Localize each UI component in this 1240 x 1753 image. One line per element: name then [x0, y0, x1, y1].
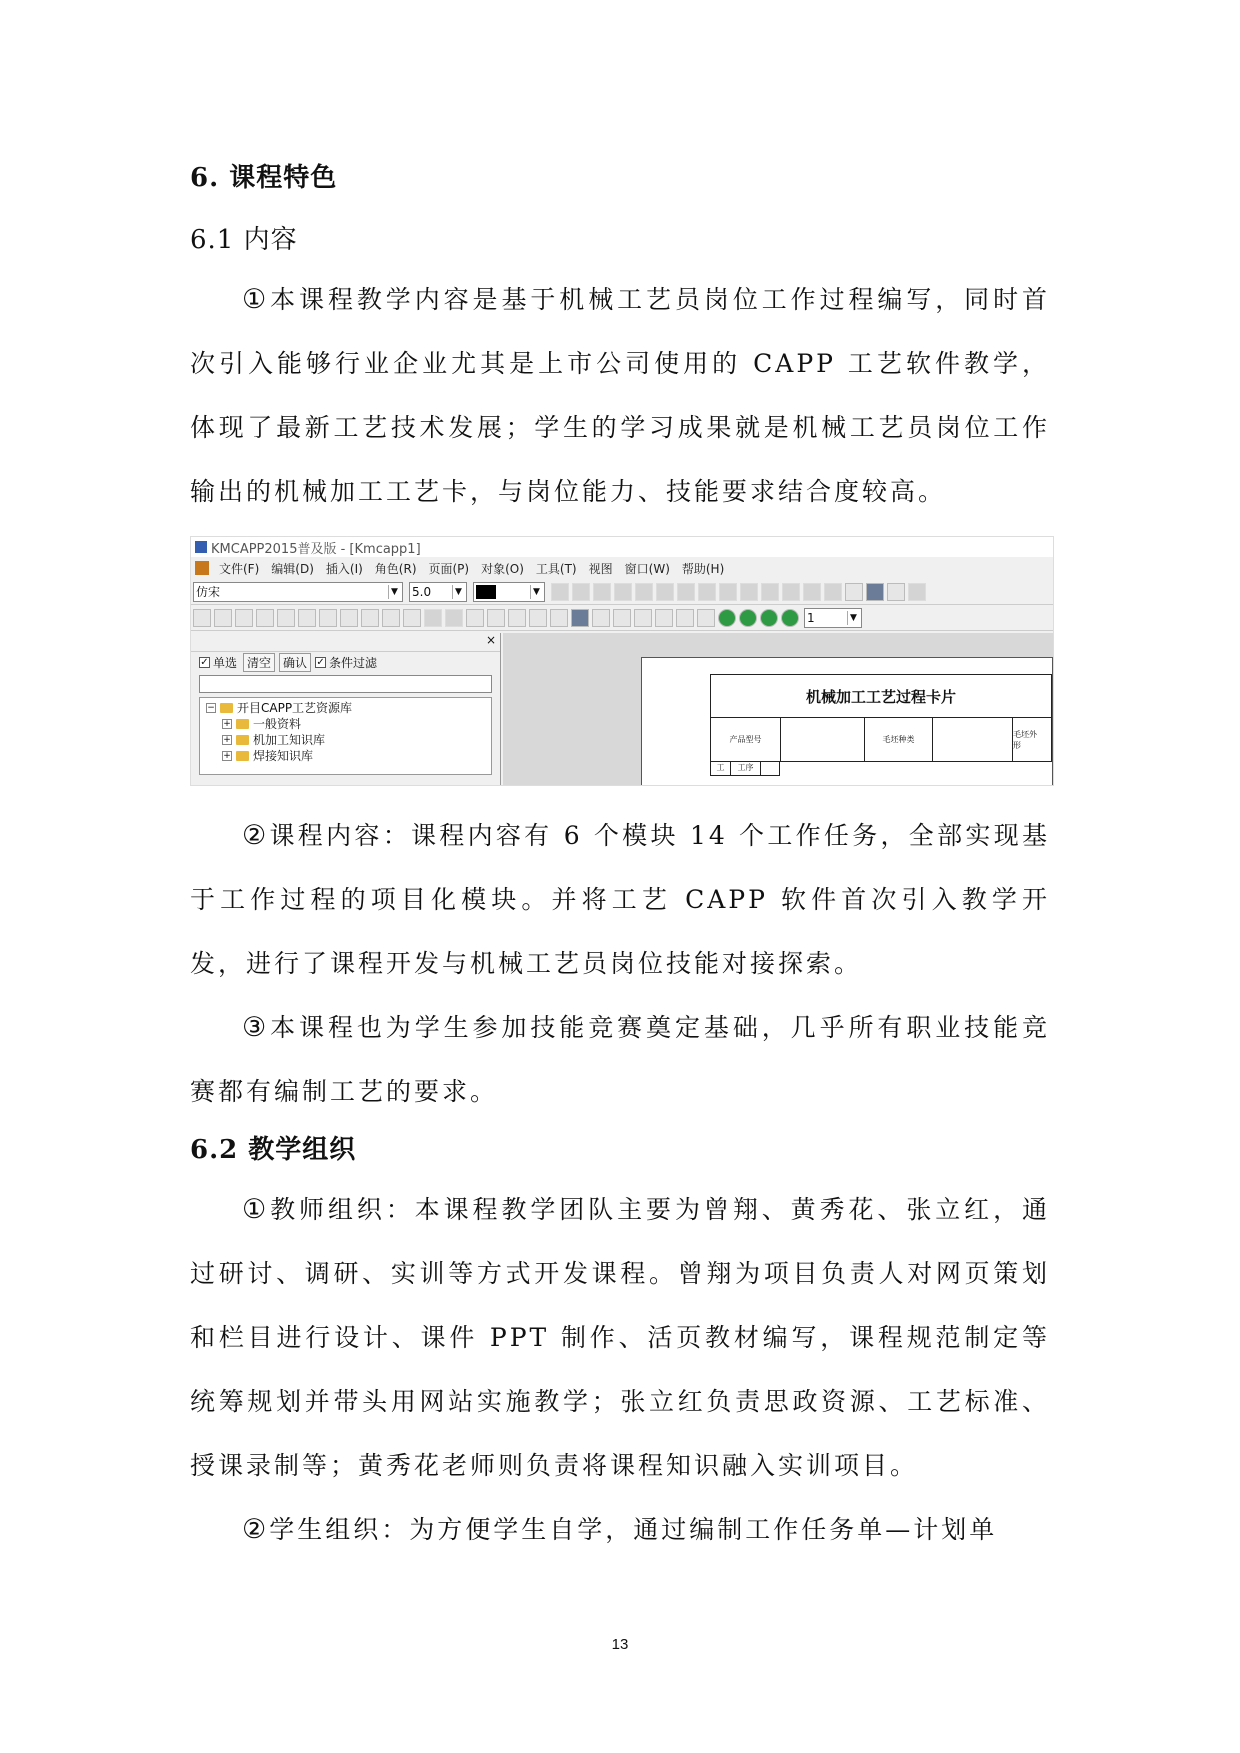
paragraph-3 — [190, 996, 1050, 1124]
save-all-icon[interactable] — [277, 609, 295, 627]
clear-button[interactable]: 清空 — [243, 653, 275, 672]
save-icon[interactable] — [256, 609, 274, 627]
last-page-icon[interactable] — [781, 609, 799, 627]
zoom-in-icon[interactable] — [487, 609, 505, 627]
align-center-icon[interactable] — [572, 583, 590, 601]
chevron-down-icon: ▼ — [388, 585, 400, 599]
tree-item-label: 焊接知识库 — [253, 749, 314, 763]
paragraph-text: 学生组织：为方便学生自学，通过编制工作任务单—计划单 — [269, 1515, 998, 1544]
expand-icon[interactable]: + — [223, 751, 231, 761]
card-title: 机械加工工艺过程卡片 — [710, 674, 1052, 718]
superscript-icon[interactable] — [782, 583, 800, 601]
split-icon[interactable] — [698, 583, 716, 601]
subscript-icon[interactable] — [803, 583, 821, 601]
tree-item-welding[interactable] — [206, 748, 485, 764]
zoom-icon[interactable] — [466, 609, 484, 627]
paragraph-marker: ② — [242, 820, 270, 851]
paragraph-1 — [190, 268, 1050, 524]
paragraph-marker: ① — [242, 284, 270, 315]
grid-icon[interactable] — [655, 609, 673, 627]
capp-software-screenshot — [190, 536, 1054, 786]
fit-icon[interactable] — [529, 609, 547, 627]
paste-icon[interactable] — [403, 609, 421, 627]
tree-item-label: 机加工知识库 — [253, 733, 326, 747]
section-heading: 6. 课程特色 — [190, 163, 338, 193]
page-icon[interactable] — [761, 583, 779, 601]
paragraph-marker: ① — [242, 1194, 270, 1225]
confirm-button[interactable]: 确认 — [279, 653, 311, 672]
chevron-down-icon: ▼ — [847, 611, 859, 625]
font-name-select[interactable]: 仿宋 ▼ — [193, 582, 403, 602]
resource-panel — [191, 633, 501, 786]
page-number: 13 — [611, 1636, 629, 1653]
card-field-blank-shape: 毛坯外形 — [1013, 729, 1037, 750]
tree-item-machining[interactable] — [206, 732, 485, 748]
menu-bar — [191, 557, 1053, 579]
subsection-heading-content: 6.1 内容 — [190, 225, 298, 255]
paragraph-marker: ③ — [242, 1012, 270, 1043]
filter-input[interactable] — [199, 675, 492, 693]
tree-root-label: 开目CAPP工艺资源库 — [237, 701, 353, 715]
zoom-out-icon[interactable] — [508, 609, 526, 627]
editor-canvas[interactable] — [503, 633, 1053, 786]
paragraph-marker: ② — [242, 1514, 270, 1545]
menu-item-page[interactable]: 页面(P) — [428, 561, 470, 576]
picture-icon[interactable] — [550, 609, 568, 627]
card-column-row: 工 工序 — [710, 762, 780, 776]
paragraph-2 — [190, 804, 1050, 996]
first-page-icon[interactable] — [718, 609, 736, 627]
card-field-blank-type: 毛坯种类 — [865, 718, 933, 761]
number-icon[interactable] — [887, 583, 905, 601]
card-icon[interactable] — [571, 609, 589, 627]
menu-item-help[interactable]: 帮助(H) — [681, 561, 725, 576]
font-size-select[interactable]: 5.0 ▼ — [409, 582, 467, 602]
menu-item-role[interactable]: 角色(R) — [374, 561, 417, 576]
document-icon — [195, 561, 209, 575]
align-right-icon[interactable] — [593, 583, 611, 601]
table-icon[interactable] — [656, 583, 674, 601]
folder-icon — [236, 735, 249, 745]
cut-icon[interactable] — [361, 609, 379, 627]
align-left-icon[interactable] — [551, 583, 569, 601]
menu-item-tools[interactable]: 工具(T) — [535, 561, 577, 576]
print-icon[interactable] — [319, 609, 337, 627]
menu-item-window[interactable]: 窗口(W) — [624, 561, 670, 576]
menu-item-insert[interactable]: 插入(I) — [325, 561, 363, 576]
expand-icon[interactable]: + — [223, 735, 231, 745]
open-icon[interactable] — [235, 609, 253, 627]
justify-icon[interactable] — [614, 583, 632, 601]
paragraph-text: 教师组织：本课程教学团队主要为曾翔、黄秀花、张立红，通过研讨、调研、实训等方式开发课程。曾翔为项目负责人对网页策划和栏目进行设计、课件 PPT 制作、活页教材编写，课程规范制定等统筹规划并带头用网站实施教学；张立红负责思政资源、工艺标准、授课录制等；黄秀花老师则负责将课程知识融入实训项目。 — [190, 1195, 1050, 1480]
page-content — [190, 158, 1050, 1562]
library-icon[interactable] — [845, 583, 863, 601]
menu-item-file[interactable]: 文件(F) — [219, 561, 260, 576]
condition-filter-checkbox[interactable]: ✓ — [316, 657, 325, 668]
undo-icon[interactable] — [424, 609, 442, 627]
app-icon — [195, 541, 207, 553]
distribute-icon[interactable] — [635, 583, 653, 601]
image-icon[interactable] — [676, 609, 694, 627]
menu-item-object[interactable]: 对象(O) — [481, 561, 524, 576]
binoculars-icon[interactable] — [298, 609, 316, 627]
color-swatch — [476, 585, 496, 599]
window-title: KMCAPP2015普及版 - [Kmcapp1] — [211, 541, 421, 557]
next-page-icon[interactable] — [760, 609, 778, 627]
menu-item-edit[interactable]: 编辑(D) — [271, 561, 314, 576]
copy-icon[interactable] — [382, 609, 400, 627]
new-icon[interactable] — [193, 609, 211, 627]
chevron-down-icon: ▼ — [530, 585, 542, 599]
tree-root[interactable] — [206, 700, 485, 716]
pin-icon[interactable] — [824, 583, 842, 601]
expand-icon[interactable]: + — [223, 719, 231, 729]
layer-icon[interactable] — [634, 609, 652, 627]
folder-icon — [236, 719, 249, 729]
chart-icon[interactable] — [866, 583, 884, 601]
resource-tree — [199, 697, 492, 775]
paragraph-4 — [190, 1178, 1050, 1498]
new-page-icon[interactable] — [214, 609, 232, 627]
form-icon[interactable] — [592, 609, 610, 627]
redo-icon[interactable] — [445, 609, 463, 627]
paragraph-text: 本课程也为学生参加技能竞赛奠定基础，几乎所有职业技能竞赛都有编制工艺的要求。 — [190, 1013, 1050, 1106]
paragraph-text: 本课程教学内容是基于机械工艺员岗位工作过程编写，同时首次引入能够行业企业尤其是上市公司使用的 CAPP 工艺软件教学，体现了最新工艺技术发展；学生的学习成果就是机械工艺员岗位工作输出的机械加工工艺卡，与岗位能力、技能要求结合度较高。 — [190, 285, 1050, 506]
process-card-sheet — [641, 657, 1053, 786]
format-icon[interactable] — [719, 583, 737, 601]
merge-icon[interactable] — [677, 583, 695, 601]
single-select-checkbox[interactable]: ✓ — [200, 657, 209, 668]
process-icon[interactable] — [697, 609, 715, 627]
card-field-product: 产品型号 — [711, 718, 781, 761]
wrench-icon[interactable] — [908, 583, 926, 601]
library-folder-icon — [220, 703, 233, 713]
stamp-icon[interactable] — [740, 583, 758, 601]
preview-icon[interactable] — [340, 609, 358, 627]
folder-icon — [236, 751, 249, 761]
window-titlebar — [191, 537, 1053, 557]
tree-item-general[interactable] — [206, 716, 485, 732]
card-header-row — [710, 718, 1052, 762]
paragraph-5 — [190, 1498, 1050, 1562]
close-icon[interactable]: × — [485, 633, 496, 647]
prev-page-icon[interactable] — [739, 609, 757, 627]
chevron-down-icon: ▼ — [452, 585, 464, 599]
collapse-icon[interactable]: − — [207, 703, 215, 713]
tree-item-label: 一般资料 — [253, 717, 302, 731]
card-cell — [781, 718, 865, 761]
single-select-label: 单选 — [213, 656, 238, 670]
edit-icon[interactable] — [613, 609, 631, 627]
menu-item-view[interactable]: 视图 — [588, 561, 613, 576]
standard-toolbar — [191, 605, 1053, 631]
paragraph-text: 课程内容：课程内容有 6 个模块 14 个工作任务，全部实现基于工作过程的项目化模块。并将工艺 CAPP 软件首次引入教学开发，进行了课程开发与机械工艺员岗位技能对接探索。 — [190, 821, 1050, 978]
condition-filter-label: 条件过滤 — [329, 656, 378, 670]
color-select[interactable] — [473, 582, 545, 602]
filter-bar — [191, 651, 500, 673]
card-cell — [933, 718, 1013, 761]
page-select[interactable]: 1 ▼ — [804, 608, 862, 628]
format-toolbar — [191, 579, 1053, 605]
subsection-heading-organization: 6.2 教学组织 — [190, 1135, 357, 1165]
